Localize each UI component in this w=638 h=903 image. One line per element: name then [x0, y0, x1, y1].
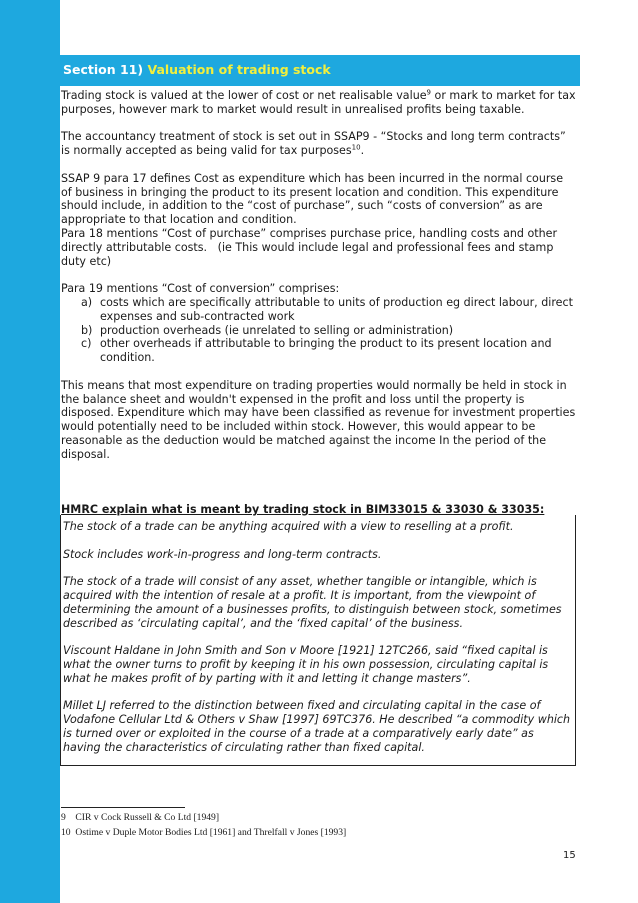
section-prefix: Section 11): [63, 62, 144, 77]
list-item: [81, 337, 577, 365]
list-marker: c): [81, 337, 92, 351]
hmrc-quotes: [63, 520, 573, 755]
paragraph-para18: Para 18 mentions “Cost of purchase” comprises purchase price, handling costs and other directly attributable costs. (ie This would include legal and professional fees and stamp duty etc): [61, 226, 558, 268]
footnote: [61, 825, 346, 840]
paragraph-trading-properties: This means that most expenditure on trading properties would normally be held in stock in the balance sheet and wouldn't expensed in the profit and loss until the property is disposed. Expenditure which may have been classified as revenue for investment properties would potentially need to be included within stock. However, this would appear to be reasonable as the deduction would be matched against the income In the period of the disposal.: [61, 378, 576, 461]
paragraph-ssap9: [61, 130, 577, 158]
list-item-text: other overheads if attributable to bringing the product to its present location and condition.: [100, 337, 552, 365]
quote-paragraph: The stock of a trade can be anything acquired with a view to reselling at a profit.: [63, 520, 514, 533]
quote-paragraph: Stock includes work-in-progress and long-term contracts.: [63, 547, 382, 561]
section-banner: [60, 55, 580, 86]
footnotes: [61, 810, 346, 840]
paragraph-text: or mark to market for tax purposes, however mark to market would result in unrealised profits being taxable.: [61, 89, 576, 116]
quote-paragraph: Millet LJ referred to the distinction between fixed and circulating capital in the case of Vodafone Cellular Ltd & Others v Shaw [1997] 69TC376. He described “a commodity which is turned over or exploited in the course of a trade at a comparatively early date” as having the characteristics of circulating rather than fixed capital.: [63, 699, 571, 754]
body-text: [61, 89, 577, 462]
paragraph-text: .: [360, 144, 365, 158]
page-number: 15: [563, 850, 576, 861]
section-title: [63, 62, 331, 77]
quote-paragraph: Viscount Haldane in John Smith and Son v Moore [1921] 12TC266, said “fixed capital is what the owner turns to profit by keeping it in his own possession, circulating capital is what he makes profit of by parting with it and letting it change masters”.: [63, 644, 549, 685]
quote-paragraph: The stock of a trade will consist of any asset, whether tangible or intangible, which is acquired with the intention of resale at a profit. It is important, from the viewpoint of determining the amount of a businesses profits, to distinguish between stock, sometimes described as ‘circulating capital’, and the ‘fixed capital’ of the business.: [63, 575, 562, 630]
conversion-cost-list: [61, 296, 577, 365]
footnote-text: Ostime v Duple Motor Bodies Ltd [1961] and Threlfall v Jones [1993]: [75, 827, 347, 838]
footnote-number: 10: [61, 827, 71, 838]
list-item-text: production overheads (ie unrelated to selling or administration): [100, 323, 454, 337]
paragraph-para17: SSAP 9 para 17 defines Cost as expenditure which has been incurred in the normal course of business in bringing the product to its present location and condition. This expenditure should include, in addition to the “cost of purchase”, such “costs of conversion” as are appropriate to that location and condition.: [61, 171, 564, 227]
footnote-separator: [61, 807, 185, 808]
paragraph-text: The accountancy treatment of stock is set out in SSAP9 - “Stocks and long term contracts” is normally accepted as being valid for tax purposes: [61, 130, 566, 158]
footnote-text: CIR v Cock Russell & Co Ltd [1949]: [75, 812, 220, 823]
paragraph-valuation: [61, 89, 577, 117]
section-title-text: Valuation of trading stock: [147, 62, 331, 77]
hmrc-heading: HMRC explain what is meant by trading stock in BIM33015 & 33030 & 33035:: [61, 503, 545, 516]
list-item-text: costs which are specifically attributable to units of production eg direct labour, direct expenses and sub-contracted work: [100, 295, 573, 323]
hmrc-quote-box: [60, 515, 576, 766]
left-sidebar-bar: [0, 0, 60, 903]
list-marker: b): [81, 323, 93, 337]
paragraph-text: Trading stock is valued at the lower of cost or net realisable value: [61, 89, 427, 102]
footnote-number: 9: [61, 812, 66, 823]
list-marker: a): [81, 295, 93, 309]
paragraph-para19: Para 19 mentions “Cost of conversion” comprises:: [61, 282, 340, 296]
footnote: [61, 810, 346, 825]
footnote-ref: 10: [351, 143, 361, 152]
footnote-ref: 9: [426, 88, 432, 97]
list-item: [81, 295, 577, 324]
list-item: [81, 323, 577, 338]
